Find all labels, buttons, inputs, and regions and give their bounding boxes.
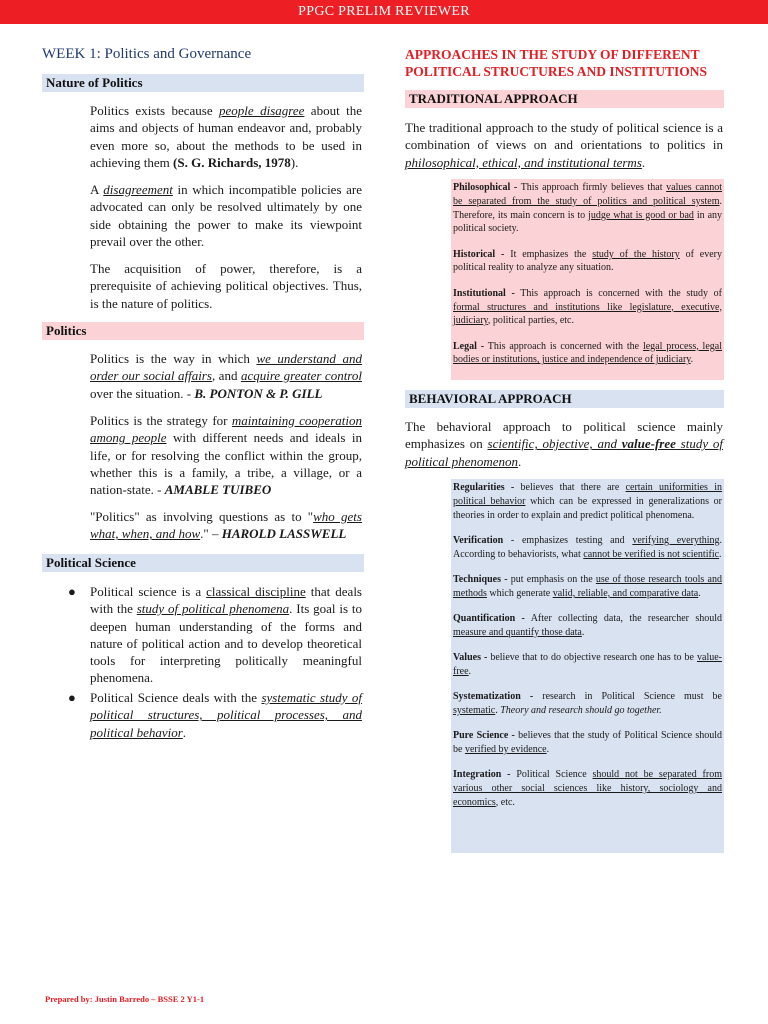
behavioral-item-values: Values - believe that to do objective research one has to be value-free.	[453, 652, 722, 677]
behavioral-item-systematization: Systematization - research in Political Science must be systematic. Theory and research should go together.	[453, 691, 722, 717]
polsci-bullet-1: ● Political science is a classical discipline that deals with the study of political phenomena. Its goal is to deepen human understanding of the forms and nature of political action and to develop theoretical tools for interpreting politically meaningful phenomena.	[68, 584, 363, 686]
heading-nature-of-politics: Nature of Politics	[42, 74, 364, 92]
nature-paragraph-1: Politics exists because people disagree about the aims and objects of human endeavor and, probably even more so, about the methods to be used in achieving them (S. G. Richards, 1978).	[90, 103, 362, 170]
traditional-item-legal: Legal - This approach is concerned with the legal process, legal bodies or institutions, justice and independence of judiciary.	[453, 340, 722, 366]
traditional-item-institutional: Institutional - This approach is concerned with the study of formal structures and institutions like legislature, executive, judiciary, political parties, etc.	[453, 287, 722, 327]
nature-paragraph-2: A disagreement in which incompatible policies are advocated can only be resolved ultimately by one side obtaining the power to make its viewpoint prevail over the other.	[90, 182, 362, 249]
traditional-items-box	[451, 179, 724, 380]
approaches-title: APPROACHES IN THE STUDY OF DIFFERENT POLITICAL STRUCTURES AND INSTITUTIONS	[405, 47, 707, 79]
politics-definition-2: Politics is the strategy for maintaining cooperation among people with different needs and ideals in life, or for resolving the conflict within the group, whether this is a family, a tribe, a village, or a nation-state. - AMABLE TUIBEO	[90, 413, 362, 498]
behavioral-items-box	[451, 479, 724, 853]
week-title: WEEK 1: Politics and Governance	[42, 46, 252, 62]
bullet-icon: ●	[68, 584, 76, 599]
heading-political-science: Political Science	[42, 554, 364, 572]
polsci-bullet-2: ● Political Science deals with the systematic study of political structures, political processes, and political behavior.	[68, 690, 362, 740]
heading-politics: Politics	[42, 322, 364, 340]
politics-definition-3: "Politics" as involving questions as to "who gets what, when, and how." – HAROLD LASSWELL	[90, 509, 362, 542]
traditional-intro: The traditional approach to the study of political science is a combination of views on and orientations to politics in philosophical, ethical, and institutional terms.	[405, 120, 723, 170]
traditional-item-historical: Historical - It emphasizes the study of the history of every political reality to analyze any situation.	[453, 248, 722, 274]
behavioral-item-techniques: Techniques - put emphasis on the use of those research tools and methods which generate valid, reliable, and comparative data.	[453, 573, 722, 599]
heading-behavioral-approach: BEHAVIORAL APPROACH	[405, 390, 724, 408]
page-header-title: PPGC PRELIM REVIEWER	[298, 4, 470, 19]
footer-credit: Prepared by: Justin Barredo – BSSE 2 Y1-1	[45, 994, 205, 1004]
behavioral-item-regularities: Regularities - believes that there are certain uniformities in political behavior which can be expressed in generalizations or theories in order to explain and predict political phenomena.	[453, 482, 722, 521]
behavioral-item-pure-science: Pure Science - believes that the study of Political Science should be verified by evidence.	[453, 730, 722, 756]
heading-traditional-approach: TRADITIONAL APPROACH	[405, 90, 724, 108]
behavioral-intro: The behavioral approach to political science mainly emphasizes on scientific, objective, and value-free study of political phenomenon.	[405, 419, 724, 469]
behavioral-item-verification: Verification - emphasizes testing and verifying everything. According to behaviorists, what cannot be verified is not scientific.	[453, 534, 723, 560]
traditional-item-philosophical: Philosophical - This approach firmly believes that values cannot be separated from the study of politics and political system. Therefore, its main concern is to judge what is good or bad in any political society.	[453, 182, 723, 235]
politics-definition-1: Politics is the way in which we understand and order our social affairs, and acquire greater control over the situation. - B. PONTON & P. GILL	[90, 351, 362, 401]
behavioral-item-integration: Integration - Political Science should not be separated from various other social sciences like history, sociology and economics, etc.	[453, 769, 722, 809]
behavioral-item-quantification: Quantification - After collecting data, the researcher should measure and quantify those data.	[453, 613, 723, 638]
bullet-icon: ●	[68, 690, 76, 705]
page-header-bar	[0, 0, 768, 24]
nature-paragraph-3: The acquisition of power, therefore, is a prerequisite of achieving political objectives. Thus, is the nature of politics.	[90, 261, 362, 311]
